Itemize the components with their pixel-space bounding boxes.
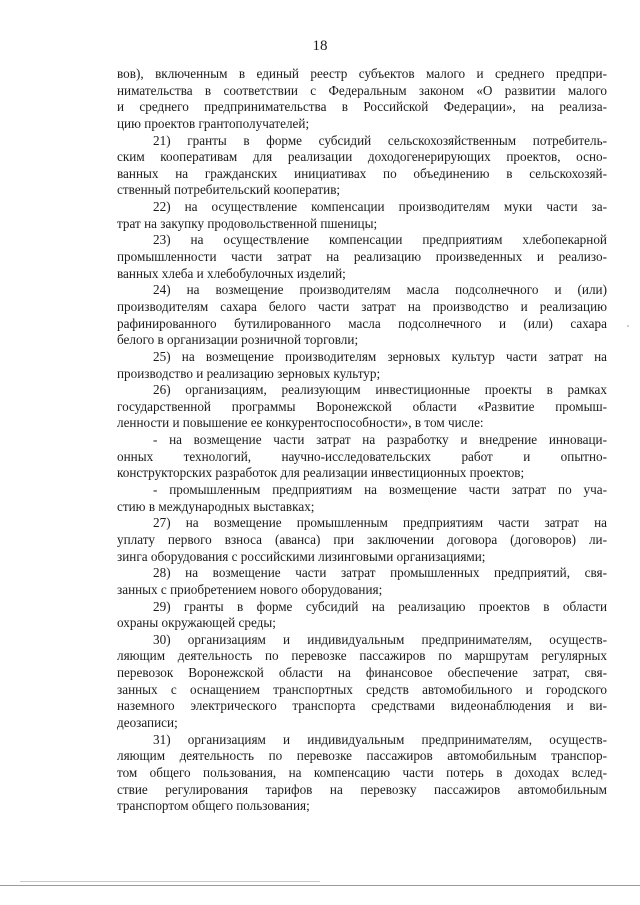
page-number: 18 [312,38,328,54]
text-line: наземного электрического транспорта средствами видеонаблюдения и ви- [117,698,607,714]
text-line: охраны окружающей среды; [117,615,276,631]
text-line: ляющим деятельность по перевозке пассажиров по маршрутам регулярных [117,648,607,664]
text-line: ляющим деятельность по перевозке пассажиров автомобильным транспор- [117,748,607,764]
text-line: 22) на осуществление компенсации производителям муки части за- [153,199,607,215]
text-line: стию в международных выставках; [117,498,315,514]
text-line: ственный потребительский кооператив; [117,182,341,198]
text-line: цию проектов грантополучателей; [117,115,310,131]
scan-edge-line [20,881,320,882]
text-line: 28) на возмещение части затрат промышленных предприятий, свя- [153,565,607,581]
text-line: уплату первого взноса (аванса) при заключении договора (договоров) ли- [117,531,607,547]
text-line: 26) организациям, реализующим инвестиционные проекты в рамках [153,382,607,398]
text-line: и среднего предпринимательства в Российской Федерации», на реализа- [117,99,607,115]
text-line: производство и реализацию зерновых культур; [117,365,381,381]
text-line: ванных на гражданских инициативах по объединению в сельскохозяй- [117,165,607,181]
text-line: занных с оснащением транспортных средств автомобильного и городского [117,681,607,697]
text-line: 21) гранты в форме субсидий сельскохозяйственным потребитель- [153,132,607,148]
text-line: - промышленным предприятиям на возмещение части затрат по уча- [153,482,607,498]
page-bottom-rule [0,885,640,886]
text-line: - на возмещение части затрат на разработку и внедрение инноваци- [153,432,607,448]
document-body [117,66,607,815]
text-line: ленности и повышение ее конкурентоспособности», в том числе: [117,415,484,431]
text-line: том общего пользования, на компенсацию части потерь в доходах вслед- [117,764,607,780]
text-line: 31) организациям и индивидуальным предпринимателям, осуществ- [153,731,607,747]
text-line: перевозок Воронежской области на финансовое обеспечение затрат, свя- [117,665,607,681]
text-line: транспортом общего пользования; [117,798,310,814]
text-line: 27) на возмещение промышленным предприятиям части затрат на [153,515,607,531]
text-line: производителям сахара белого части затрат на производство и реализацию [117,298,607,314]
text-line: нимательства в соответствии с Федеральным законом «О развитии малого [117,82,607,98]
text-line: трат на закупку продовольственной пшеницы; [117,215,378,231]
text-line: вов), включенным в единый реестр субъектов малого и среднего предпри- [117,66,607,81]
text-line: конструкторских разработок для реализации инвестиционных проектов; [117,465,525,481]
text-line: промышленности части затрат на реализацию произведенных и реализо- [117,249,607,265]
text-line: ствие регулирования тарифов на перевозку пассажиров автомобильным [117,781,607,797]
text-line: 29) гранты в форме субсидий на реализацию проектов в области [153,598,607,614]
text-line: ванных хлеба и хлебобулочных изделий; [117,265,346,281]
text-line: занных с приобретением нового оборудования; [117,581,383,597]
text-line: 25) на возмещение производителям зерновых культур части затрат на [153,348,607,364]
text-line: онных технологий, научно-исследовательских работ и опытно- [117,448,607,464]
text-line: государственной программы Воронежской области «Развитие промыш- [117,398,607,414]
text-line: 23) на осуществление компенсации предприятиям хлебопекарной [153,232,607,248]
text-line: белого в организации розничной торговли; [117,332,359,348]
text-line: зинга оборудования с российскими лизинговыми организациями; [117,548,486,564]
scan-speck [627,325,629,327]
text-line: 24) на возмещение производителям масла подсолнечного и (или) [153,282,607,298]
text-line: деозаписи; [117,714,178,730]
text-line: ским кооперативам для реализации доходогенерирующих проектов, осно- [117,149,607,165]
text-line: 30) организациям и индивидуальным предпринимателям, осуществ- [153,631,607,647]
text-line: рафинированного бутилированного масла подсолнечного и (или) сахара [117,315,607,331]
